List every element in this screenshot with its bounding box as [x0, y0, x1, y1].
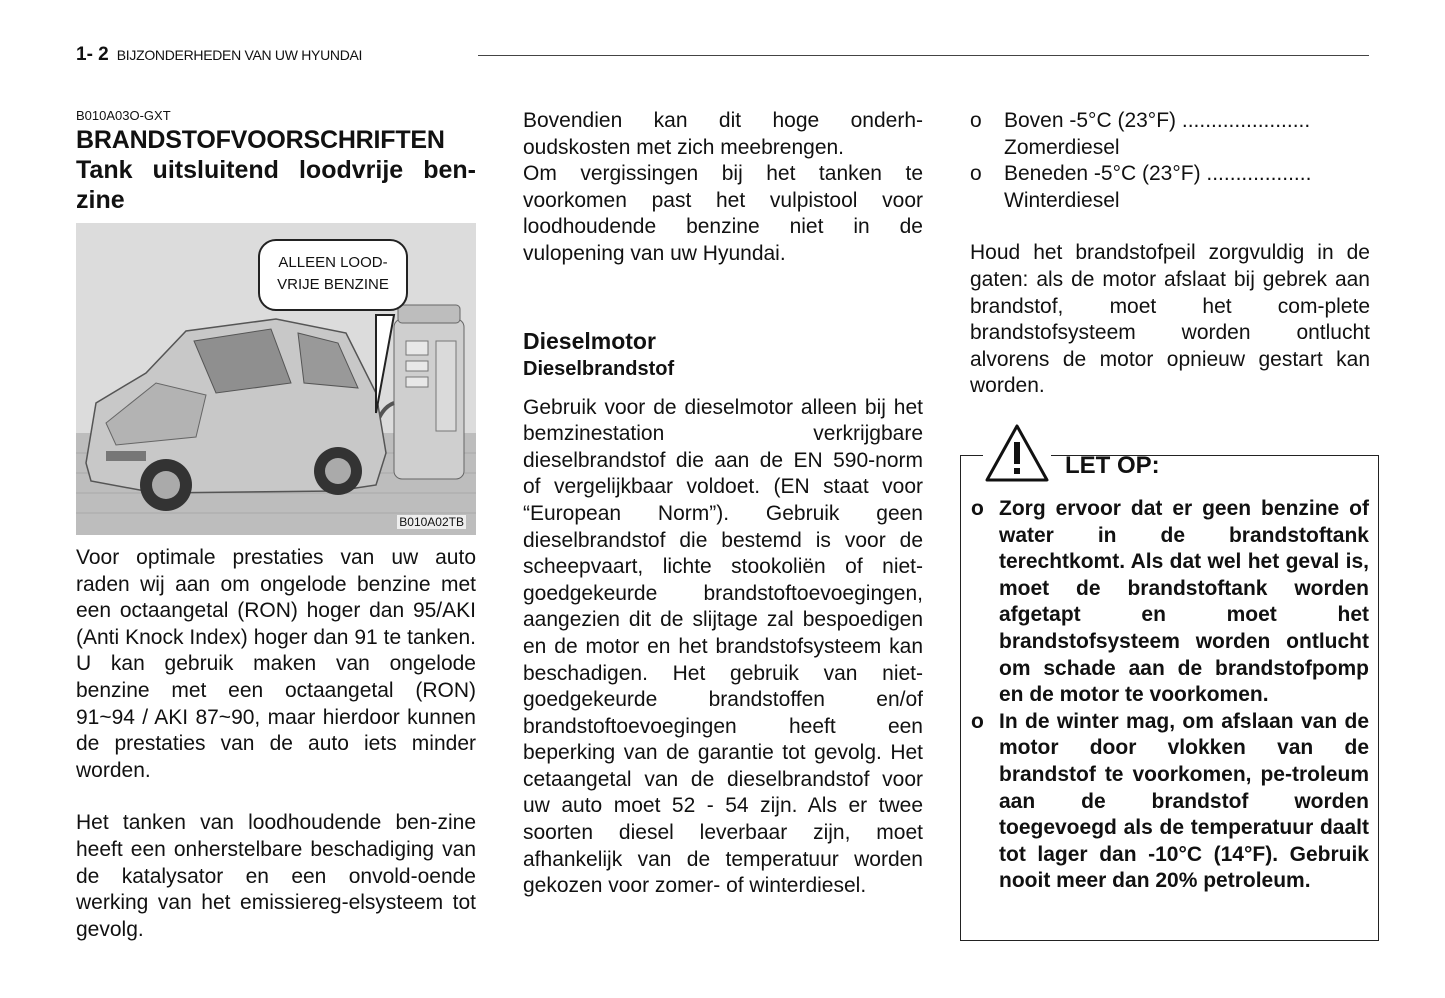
list-bullet: o [970, 109, 982, 132]
diesel-engine-heading: Dieselmotor [523, 327, 656, 354]
warning-label: LET OP: [1065, 452, 1160, 479]
warning-list [971, 496, 1369, 895]
warning-header [983, 422, 1160, 484]
list-item-sub: Winterdiesel [1004, 188, 1120, 212]
column-left [76, 108, 476, 943]
paragraph-maintenance-costs: Bovendien kan dit hoge onderh-oudskosten met zich meebrengen. [523, 109, 923, 159]
figure-code: B010A02TB [399, 515, 464, 529]
warning-item [971, 496, 1369, 709]
list-bullet: o [970, 162, 982, 186]
column-right [970, 108, 1370, 400]
warning-triangle-icon [983, 422, 1051, 484]
warning-item-text: Zorg ervoor dat er geen benzine of water in de brandstoftank terechtkomt. Als dat wel het geval is, moet de brandstoftank worden afgetapt en moet het brandstofsysteem worden ontlucht om schade aan de brandstofpomp en de motor te voorkomen. [999, 497, 1369, 707]
warning-box [960, 452, 1379, 941]
diesel-fuel-heading: Dieselbrandstof [523, 357, 675, 380]
bubble-line-1: ALLEEN LOOD- [278, 254, 388, 271]
section-subtitle: Tank uitsluitend loodvrije ben-zine [76, 156, 476, 214]
paragraph-fuel-level: Houd het brandstofpeil zorgvuldig in de gaten: als de motor afslaat bij gebrek aan brandstof, moet het com-plete brandstofsysteem worden ontlucht alvorens de motor opnieuw gestart kan worden. [970, 241, 1370, 398]
temperature-list [970, 108, 1370, 214]
list-item-text: Beneden -5°C (23°F) .................. [1004, 162, 1312, 186]
page-number: 1- 2 [76, 44, 109, 65]
section-code: B010A03O-GXT [76, 108, 171, 123]
fuel-pump-illustration [76, 223, 476, 535]
warning-item [971, 709, 1369, 895]
page-header [76, 44, 362, 74]
warning-item-text: In de winter mag, om afslaan van de motor door vlokken van de brandstof te voorkomen, pe-troleum aan de brandstof worden toegevoegd als de temperatuur daalt tot lager dan -10°C (14°F). Gebruik nooit meer dan 20% petroleum. [999, 709, 1369, 893]
section-title: BRANDSTOFVOORSCHRIFTEN [76, 126, 445, 154]
paragraph-diesel-fuel: Gebruik voor de dieselmotor alleen bij het bemzinestation verkrijgbare dieselbrandstof die aan de EN 590-norm of vergelijkbaar voldoet. (EN staat voor “European Norm”). Gebruik geen dieselbrandstof die bestemd is voor de scheepvaart, lichte stookoliën of niet-goedgekeurde brandstoftoevoegingen, aangezien dit de slijtage zal bespoedigen en de motor en het brandstofsysteem kan beschadigen. Het gebruik van niet-goedgekeurde brandstoffen en/of brandstoftoevoegingen heeft een beperking van de garantie tot gevolg. Het cetaangetal van de dieselbrandstof voor uw auto moet 52 - 54 zijn. Als er twee soorten diesel leverbaar zijn, moet afhankelijk van de temperatuur worden gekozen voor zomer- of winterdiesel. [523, 395, 923, 898]
paragraph-octane: Voor optimale prestaties van uw auto raden wij aan om ongelode benzine met een octaangetal (RON) hoger dan 95/AKI (Anti Knock Index) hoger dan 91 te tanken. U kan gebruik maken van ongelode benzine met een octaangetal (RON) 91~94 / AKI 87~90, maar hierdoor kunnen de prestaties van de auto iets minder worden. [76, 546, 476, 782]
list-item-sub: Zomerdiesel [1004, 135, 1120, 159]
paragraph-nozzle: Om vergissingen bij het tanken te voorkomen past het vulpistool voor loodhoudende benzine niet in de vulopening van uw Hyundai. [523, 162, 923, 265]
warning-bullet: o [971, 709, 984, 733]
speech-bubble [258, 239, 408, 311]
list-item [970, 108, 1370, 161]
bubble-line-2: VRIJE BENZINE [277, 276, 389, 293]
header-title: BIJZONDERHEDEN VAN UW HYUNDAI [116, 47, 363, 63]
header-rule [478, 55, 1369, 56]
list-item [970, 161, 1370, 214]
paragraph-leaded-fuel: Het tanken van loodhoudende ben-zine heeft een onherstelbare beschadiging van de katalysator en een onvold-oende werking van het emissiereg-elsysteem tot gevolg. [76, 811, 476, 941]
list-item-text: Boven -5°C (23°F) ...................... [1004, 109, 1311, 132]
warning-bullet: o [971, 497, 984, 520]
column-middle [523, 108, 923, 900]
